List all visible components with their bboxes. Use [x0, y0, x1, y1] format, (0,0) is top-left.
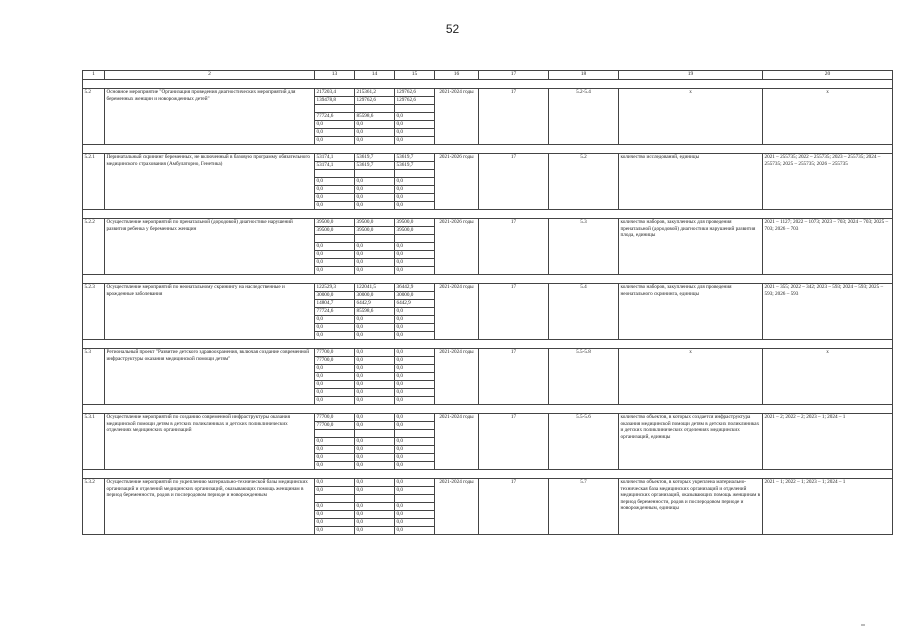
- item-name: Осуществление мероприятий по неонатальному скринингу на наследственные и врожденные заболевания: [105, 284, 315, 340]
- funding-value: [355, 495, 395, 503]
- funding-value: 0,0: [355, 487, 395, 495]
- funding-value: [355, 430, 395, 438]
- spacer-cell: [549, 80, 619, 89]
- indicator-values: х: [763, 89, 893, 145]
- table-row: [83, 154, 893, 162]
- spacer-cell: [395, 145, 435, 154]
- spacer-cell: [105, 340, 315, 349]
- table-row: [83, 349, 893, 357]
- page-number: 52: [445, 22, 460, 36]
- funding-value: [355, 170, 395, 178]
- funding-value: 0,0: [395, 454, 435, 462]
- indicator-name: количество наборов, закупленных для проведения пренатальной (дородовой) диагностики нарушений развития плода, единицы: [619, 219, 763, 275]
- funding-value: 0,0: [355, 519, 395, 527]
- funding-value: 0,0: [395, 129, 435, 137]
- funding-value: 0,0: [355, 178, 395, 186]
- funding-value: 0,0: [355, 373, 395, 381]
- spacer-cell: [315, 275, 355, 284]
- spacer-cell: [355, 210, 395, 219]
- funding-value: 0,0: [395, 519, 435, 527]
- spacer-cell: [395, 210, 435, 219]
- spacer-cell: [479, 340, 549, 349]
- funding-value: 77724,6: [315, 308, 355, 316]
- spacer-cell: [435, 340, 479, 349]
- indicator-values: х: [763, 349, 893, 405]
- funding-value: 14804,7: [315, 300, 355, 308]
- spacer-row: [83, 470, 893, 479]
- indicator-values: 2021 – 1127; 2022 – 1073; 2023 – 703; 2024 – 703; 2025 – 703; 2026 – 703: [763, 219, 893, 275]
- funding-value: 0,0: [395, 243, 435, 251]
- funding-value: [315, 235, 355, 243]
- funding-value: 53619,7: [395, 154, 435, 162]
- funding-value: 0,0: [355, 503, 395, 511]
- spacer-cell: [83, 340, 105, 349]
- item-number: 5.3.2: [83, 479, 105, 535]
- table-row: [83, 414, 893, 422]
- spacer-cell: [619, 145, 763, 154]
- funding-value: 0,0: [395, 446, 435, 454]
- period: 2021-2026 годы: [435, 219, 479, 275]
- spacer-row: [83, 80, 893, 89]
- spacer-cell: [479, 210, 549, 219]
- funding-value: 215361,2: [355, 89, 395, 97]
- indicator-name: количество наборов, закупленных для проведения неонатального скрининга, единицы: [619, 284, 763, 340]
- funding-value: 0,0: [315, 381, 355, 389]
- funding-value: 0,0: [355, 349, 395, 357]
- funding-value: 39500,0: [355, 227, 395, 235]
- header-cell: 18: [549, 71, 619, 80]
- spacer-cell: [355, 80, 395, 89]
- header-cell: 13: [315, 71, 355, 80]
- funding-value: 0,0: [315, 259, 355, 267]
- spacer-cell: [549, 470, 619, 479]
- spacer-cell: [105, 470, 315, 479]
- funding-value: [315, 430, 355, 438]
- spacer-cell: [395, 340, 435, 349]
- funding-value: 0,0: [355, 462, 395, 470]
- item-number: 5.2.2: [83, 219, 105, 275]
- funding-value: 0,0: [355, 454, 395, 462]
- item-number: 5.2.1: [83, 154, 105, 210]
- period: 2021-2024 годы: [435, 479, 479, 535]
- funding-value: 0,0: [395, 373, 435, 381]
- funding-value: 0,0: [355, 194, 395, 202]
- funding-value: 0,0: [355, 316, 395, 324]
- item-number: 5.2: [83, 89, 105, 145]
- spacer-cell: [395, 275, 435, 284]
- spacer-cell: [435, 405, 479, 414]
- funding-value: 0,0: [315, 365, 355, 373]
- funding-value: 0,0: [315, 454, 355, 462]
- spacer-cell: [763, 340, 893, 349]
- funding-value: 0,0: [395, 324, 435, 332]
- funding-value: 0,0: [315, 519, 355, 527]
- funding-value: 0,0: [315, 129, 355, 137]
- funding-value: 30000,0: [355, 292, 395, 300]
- funding-value: 0,0: [355, 397, 395, 405]
- funding-value: 0,0: [395, 438, 435, 446]
- spacer-cell: [479, 405, 549, 414]
- spacer-cell: [355, 340, 395, 349]
- funding-value: [355, 235, 395, 243]
- item-number: 5.2.3: [83, 284, 105, 340]
- funding-value: 0,0: [395, 121, 435, 129]
- spacer-cell: [619, 405, 763, 414]
- indicator-name: количество объектов, в которых укреплена материально-техническая база медицинских организаций и отделений медицинских организаций, оказывающих помощь женщинам в период беременности, родов и послеродовом периоде и новорожденным, единицы: [619, 479, 763, 535]
- spacer-cell: [549, 275, 619, 284]
- header-cell: 16: [435, 71, 479, 80]
- funding-value: 0,0: [315, 479, 355, 487]
- executor-code: 17: [479, 479, 549, 535]
- funding-value: [395, 105, 435, 113]
- executor-code: 17: [479, 284, 549, 340]
- spacer-cell: [435, 470, 479, 479]
- executor-code: 17: [479, 154, 549, 210]
- funding-value: 0,0: [395, 479, 435, 487]
- spacer-cell: [479, 145, 549, 154]
- spacer-cell: [105, 275, 315, 284]
- funding-value: 0,0: [395, 527, 435, 535]
- funding-value: 0,0: [315, 373, 355, 381]
- spacer-cell: [395, 405, 435, 414]
- funding-value: [355, 105, 395, 113]
- spacer-cell: [315, 405, 355, 414]
- spacer-cell: [549, 405, 619, 414]
- spacer-row: [83, 405, 893, 414]
- spacer-cell: [105, 405, 315, 414]
- table-row: [83, 219, 893, 227]
- funding-value: 0,0: [355, 202, 395, 210]
- funding-value: 0,0: [315, 389, 355, 397]
- funding-value: 122041,5: [355, 284, 395, 292]
- spacer-cell: [315, 470, 355, 479]
- spacer-cell: [763, 210, 893, 219]
- item-name: Осуществление мероприятий по пренатальной (дородовой) диагностике нарушений развития ребенка у беременных женщин: [105, 219, 315, 275]
- spacer-cell: [549, 210, 619, 219]
- period: 2021-2024 годы: [435, 284, 479, 340]
- spacer-cell: [83, 470, 105, 479]
- spacer-row: [83, 275, 893, 284]
- funding-value: 77724,6: [315, 113, 355, 121]
- funding-value: 0,0: [315, 186, 355, 194]
- funding-value: 0,0: [355, 479, 395, 487]
- funding-value: 0,0: [355, 267, 395, 275]
- spacer-cell: [619, 470, 763, 479]
- funding-value: 36442,9: [395, 284, 435, 292]
- item-name: Осуществление мероприятий по созданию современной инфраструктуры оказания медицинской помощи детям в детских поликлиниках и детских поликлинических отделениях медицинских организаций: [105, 414, 315, 470]
- funding-value: 0,0: [315, 511, 355, 519]
- funding-value: 0,0: [395, 202, 435, 210]
- funding-value: 85598,6: [355, 308, 395, 316]
- funding-value: 0,0: [355, 121, 395, 129]
- funding-value: 0,0: [355, 389, 395, 397]
- funding-value: 0,0: [355, 365, 395, 373]
- indicator-name: х: [619, 349, 763, 405]
- funding-value: 0,0: [315, 487, 355, 495]
- spacer-cell: [435, 210, 479, 219]
- header-cell: 17: [479, 71, 549, 80]
- header-cell: 1: [83, 71, 105, 80]
- funding-value: 6442,9: [395, 300, 435, 308]
- spacer-cell: [619, 80, 763, 89]
- funding-value: 53619,7: [355, 162, 395, 170]
- funding-value: 0,0: [395, 349, 435, 357]
- period: 2021-2024 годы: [435, 349, 479, 405]
- period: 2021-2024 годы: [435, 414, 479, 470]
- spacer-cell: [105, 145, 315, 154]
- margin-mark: [861, 624, 865, 626]
- funding-value: [315, 495, 355, 503]
- funding-value: 0,0: [395, 194, 435, 202]
- indicator-values: 2021 – 1; 2022 – 1; 2023 – 1; 2024 – 1: [763, 479, 893, 535]
- funding-value: 0,0: [355, 527, 395, 535]
- table-row: [83, 89, 893, 97]
- indicator-ref: 5.5-5.6: [549, 414, 619, 470]
- funding-value: 217203,4: [315, 89, 355, 97]
- funding-value: 0,0: [395, 267, 435, 275]
- header-cell: 2: [105, 71, 315, 80]
- funding-value: 0,0: [355, 381, 395, 389]
- funding-value: 39500,0: [395, 219, 435, 227]
- funding-value: 39500,0: [355, 219, 395, 227]
- funding-value: 39500,0: [315, 227, 355, 235]
- funding-value: 0,0: [395, 113, 435, 121]
- spacer-cell: [619, 275, 763, 284]
- spacer-cell: [435, 80, 479, 89]
- spacer-cell: [395, 470, 435, 479]
- funding-value: [395, 170, 435, 178]
- funding-value: 0,0: [355, 324, 395, 332]
- funding-value: 30000,0: [315, 292, 355, 300]
- funding-value: 0,0: [315, 397, 355, 405]
- indicator-name: количество объектов, в которых создается инфраструктура оказания медицинской помощи детям в детских поликлиниках и детских поликлинических отделениях медицинских организаций, единицы: [619, 414, 763, 470]
- spacer-cell: [315, 340, 355, 349]
- spacer-cell: [395, 80, 435, 89]
- funding-value: 129762,6: [395, 97, 435, 105]
- funding-value: 0,0: [315, 438, 355, 446]
- spacer-cell: [763, 145, 893, 154]
- indicator-ref: 5.4: [549, 284, 619, 340]
- executor-code: 17: [479, 349, 549, 405]
- funding-value: 0,0: [315, 503, 355, 511]
- funding-value: 0,0: [395, 137, 435, 145]
- funding-value: 0,0: [315, 316, 355, 324]
- indicator-values: 2021 – 2; 2022 – 2; 2023 – 1; 2024 – 1: [763, 414, 893, 470]
- spacer-cell: [619, 210, 763, 219]
- funding-value: 6442,9: [355, 300, 395, 308]
- spacer-row: [83, 145, 893, 154]
- funding-value: 53619,7: [395, 162, 435, 170]
- funding-value: 0,0: [355, 259, 395, 267]
- item-number: 5.3: [83, 349, 105, 405]
- spacer-cell: [355, 145, 395, 154]
- funding-value: 0,0: [395, 381, 435, 389]
- funding-value: [395, 235, 435, 243]
- header-cell: 20: [763, 71, 893, 80]
- funding-value: 0,0: [315, 194, 355, 202]
- spacer-cell: [549, 145, 619, 154]
- spacer-cell: [83, 405, 105, 414]
- spacer-cell: [315, 210, 355, 219]
- funding-value: 0,0: [395, 365, 435, 373]
- spacer-cell: [763, 275, 893, 284]
- funding-value: 0,0: [355, 243, 395, 251]
- funding-value: 0,0: [395, 422, 435, 430]
- spacer-cell: [763, 405, 893, 414]
- funding-value: 0,0: [315, 446, 355, 454]
- funding-value: 0,0: [355, 251, 395, 259]
- funding-value: 0,0: [395, 397, 435, 405]
- funding-value: 77700,0: [315, 422, 355, 430]
- funding-value: 0,0: [395, 251, 435, 259]
- spacer-row: [83, 340, 893, 349]
- spacer-cell: [83, 275, 105, 284]
- funding-value: 0,0: [315, 267, 355, 275]
- funding-value: 139478,8: [315, 97, 355, 105]
- spacer-row: [83, 210, 893, 219]
- indicator-ref: 5.2-5.4: [549, 89, 619, 145]
- funding-value: 129762,6: [355, 97, 395, 105]
- executor-code: 17: [479, 414, 549, 470]
- indicator-values: 2021 – 355; 2022 – 342; 2023 – 593; 2024 – 593; 2025 – 593; 2026 – 593: [763, 284, 893, 340]
- funding-value: 30000,0: [395, 292, 435, 300]
- spacer-cell: [479, 80, 549, 89]
- funding-value: 0,0: [395, 462, 435, 470]
- spacer-cell: [355, 470, 395, 479]
- funding-value: 0,0: [395, 308, 435, 316]
- funding-value: 0,0: [315, 251, 355, 259]
- funding-value: 0,0: [395, 316, 435, 324]
- funding-value: 0,0: [315, 178, 355, 186]
- funding-value: 0,0: [395, 503, 435, 511]
- table-row: [83, 479, 893, 487]
- funding-value: [315, 170, 355, 178]
- indicator-name: х: [619, 89, 763, 145]
- funding-value: 39500,0: [395, 227, 435, 235]
- funding-value: 0,0: [395, 186, 435, 194]
- indicator-ref: 5.7: [549, 479, 619, 535]
- header-cell: 15: [395, 71, 435, 80]
- spacer-cell: [355, 275, 395, 284]
- executor-code: 17: [479, 219, 549, 275]
- spacer-cell: [549, 340, 619, 349]
- indicator-values: 2021 – 255735; 2022 – 255735; 2023 – 255735; 2024 – 255735; 2025 – 255735; 2026 – 255735: [763, 154, 893, 210]
- funding-value: 85598,6: [355, 113, 395, 121]
- spacer-cell: [435, 275, 479, 284]
- funding-value: 0,0: [315, 527, 355, 535]
- item-name: Перинатальный скрининг беременных, не включенный в базовую программу обязательного медицинского страхования (Амбулаторно, Генетика): [105, 154, 315, 210]
- item-name: Основное мероприятие "Организация проведения диагностических мероприятий для беременных женщин и новорожденных детей": [105, 89, 315, 145]
- funding-value: [395, 430, 435, 438]
- spacer-cell: [83, 80, 105, 89]
- spacer-cell: [315, 145, 355, 154]
- funding-value: 0,0: [395, 511, 435, 519]
- funding-value: 0,0: [395, 259, 435, 267]
- funding-value: 0,0: [315, 137, 355, 145]
- funding-value: 0,0: [395, 357, 435, 365]
- funding-value: 0,0: [355, 332, 395, 340]
- spacer-cell: [315, 80, 355, 89]
- table-row: [83, 284, 893, 292]
- funding-value: 0,0: [395, 414, 435, 422]
- spacer-cell: [479, 275, 549, 284]
- header-cell: 14: [355, 71, 395, 80]
- header-cell: 19: [619, 71, 763, 80]
- funding-value: 53174,1: [315, 162, 355, 170]
- funding-value: 77700,0: [315, 357, 355, 365]
- spacer-cell: [619, 340, 763, 349]
- item-name: Региональный проект "Развитие детского здравоохранения, включая создание современной инфраструктуры оказания медицинской помощи детям": [105, 349, 315, 405]
- indicator-ref: 5.5-5.8: [549, 349, 619, 405]
- funding-value: 77700,0: [315, 349, 355, 357]
- spacer-cell: [355, 405, 395, 414]
- spacer-cell: [479, 470, 549, 479]
- spacer-cell: [763, 470, 893, 479]
- table-body: [83, 80, 893, 535]
- funding-value: 0,0: [395, 332, 435, 340]
- funding-value: 0,0: [315, 462, 355, 470]
- funding-value: 0,0: [315, 243, 355, 251]
- funding-value: 0,0: [355, 446, 395, 454]
- spacer-cell: [83, 210, 105, 219]
- funding-value: 0,0: [355, 129, 395, 137]
- funding-value: 0,0: [315, 202, 355, 210]
- period: 2021-2024 годы: [435, 89, 479, 145]
- funding-value: 122529,3: [315, 284, 355, 292]
- funding-value: 0,0: [355, 357, 395, 365]
- funding-value: 129762,6: [395, 89, 435, 97]
- funding-value: 39500,0: [315, 219, 355, 227]
- spacer-cell: [763, 80, 893, 89]
- executor-code: 17: [479, 89, 549, 145]
- funding-value: 0,0: [395, 178, 435, 186]
- indicator-name: количество исследований, единицы: [619, 154, 763, 210]
- funding-value: 0,0: [355, 414, 395, 422]
- funding-value: 0,0: [395, 389, 435, 397]
- spacer-cell: [83, 145, 105, 154]
- indicator-ref: 5.2: [549, 154, 619, 210]
- item-name: Осуществление мероприятий по укреплению материально-технической базы медицинских организаций и отделений медицинских организаций, оказывающих помощь женщинам в период беременности, родов и послеродовом периоде и новорожденным: [105, 479, 315, 535]
- funding-value: [315, 105, 355, 113]
- funding-value: 0,0: [315, 332, 355, 340]
- spacer-cell: [105, 210, 315, 219]
- funding-value: [395, 495, 435, 503]
- funding-value: 0,0: [355, 422, 395, 430]
- funding-value: 0,0: [315, 121, 355, 129]
- spacer-cell: [105, 80, 315, 89]
- funding-value: 77700,0: [315, 414, 355, 422]
- period: 2021-2026 годы: [435, 154, 479, 210]
- funding-value: 53619,7: [355, 154, 395, 162]
- funding-value: 0,0: [315, 324, 355, 332]
- funding-value: 0,0: [355, 438, 395, 446]
- funding-value: 0,0: [355, 511, 395, 519]
- program-table: [82, 70, 893, 535]
- funding-value: 0,0: [355, 186, 395, 194]
- funding-value: 53174,1: [315, 154, 355, 162]
- header-row: [83, 71, 893, 80]
- funding-value: 0,0: [395, 487, 435, 495]
- indicator-ref: 5.3: [549, 219, 619, 275]
- item-number: 5.3.1: [83, 414, 105, 470]
- spacer-cell: [435, 145, 479, 154]
- funding-value: 0,0: [355, 137, 395, 145]
